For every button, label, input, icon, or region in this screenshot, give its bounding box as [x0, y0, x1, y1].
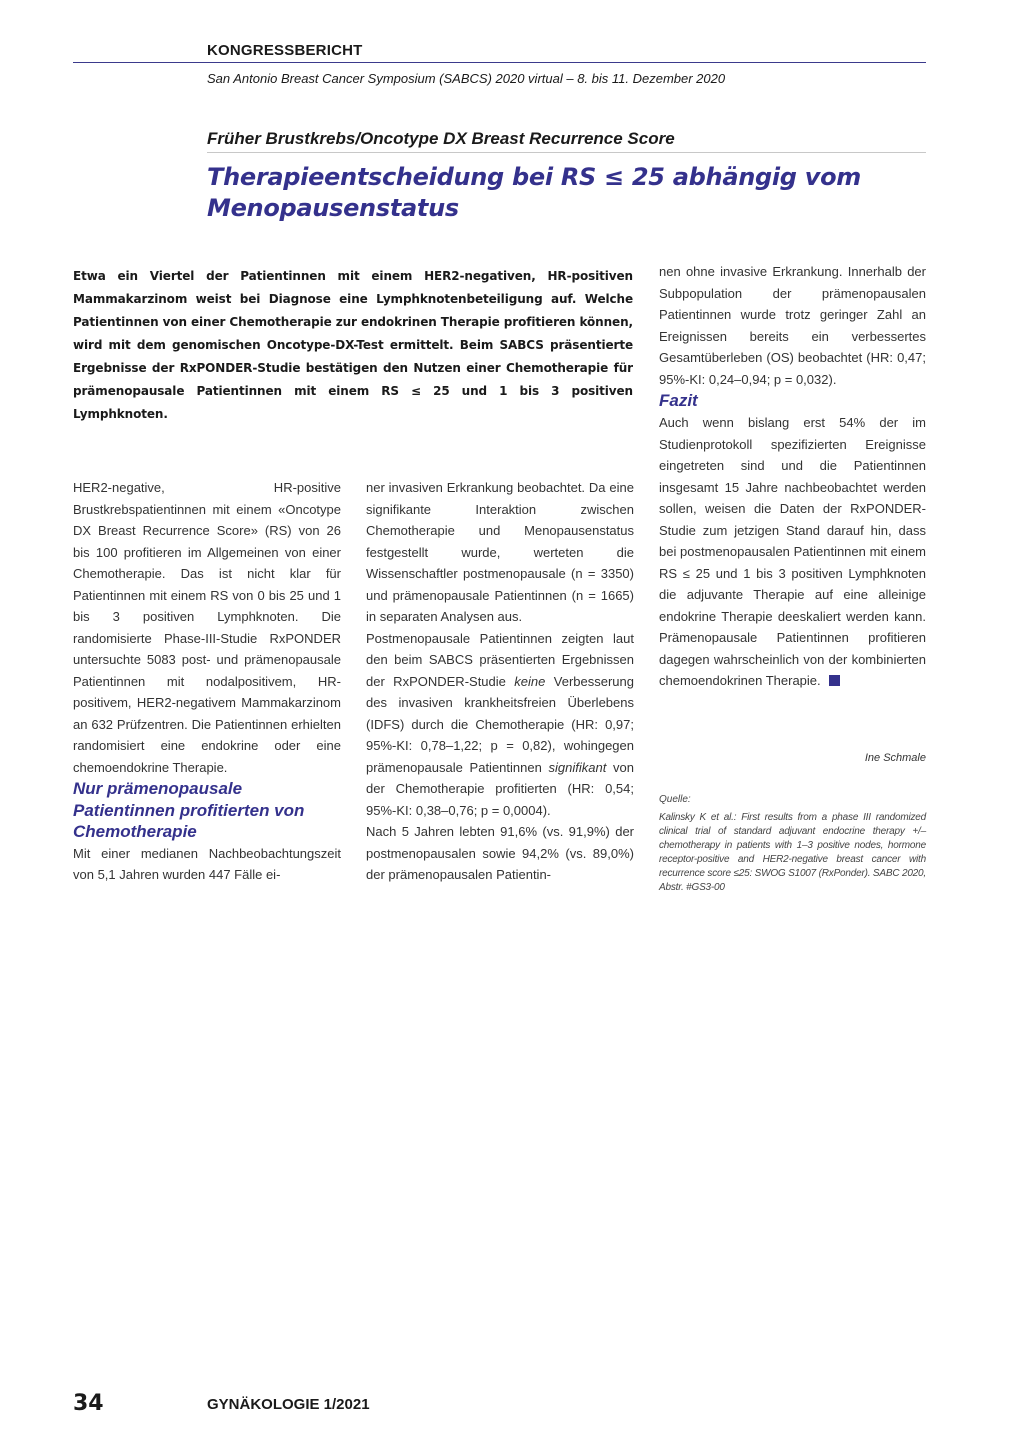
col2-p2-text-b: Verbesserung des invasiven krankheitsfreien Überlebens (IDFS) durch die Chemotherapie (HR: 0,97; 95%-KI: 0,78–1,22; p = 0,82), wohingegen prämenopausale Patientinnen [366, 673, 634, 775]
col2-p2-text-c: von der Chemotherapie profitierten (HR: 0,54; 95%-KI: 0,38–0,76; p = 0,0004). [366, 759, 634, 818]
emphasis-keine: keine [514, 673, 546, 689]
col1-paragraph-2: Mit einer medianen Nachbeobachtungszeit von 5,1 Jahren wurden 447 Fälle ei- [73, 845, 341, 882]
title-line-1: Therapieentscheidung bei RS ≤ 25 abhängig vom [207, 163, 861, 191]
column-3 [659, 261, 926, 692]
journal-issue: GYNÄKOLOGIE 1/2021 [207, 1396, 370, 1413]
subheading: Nur prämenopausale Patientinnen profitierten von Chemotherapie [73, 779, 305, 841]
lead-paragraph: Etwa ein Viertel der Patientinnen mit einem HER2-negativen, HR-positiven Mammakarzinom weist bei Diagnose eine Lymphknotenbeteiligung auf. Welche Patientinnen von einer Chemotherapie zur endokrinen Therapie profitieren können, wird mit dem genomischen Oncotype-DX-Test ermittelt. Beim SABCS präsentierte Ergebnisse der RxPONDER-Studie bestätigen den Nutzen einer Chemotherapie für prämenopausale Patientinnen mit einem RS ≤ 25 und 1 bis 3 positiven Lymphknoten. [73, 269, 633, 421]
emphasis-signifikant: signifikant [548, 759, 607, 775]
fazit-paragraph [659, 412, 926, 692]
col2-paragraph-3: Nach 5 Jahren lebten 91,6% (vs. 91,9%) der postmenopausalen sowie 94,2% (vs. 89,0%) der prämenopausalen Patientin- [366, 824, 634, 882]
col1-paragraph-1: HER2-negative, HR-positive Brustkrebspatientinnen mit einem «Oncotype DX Breast Recurrence Score» (RS) von 26 bis 100 profitieren im Allgemeinen von einer Chemotherapie. Das ist nicht klar für Patientinnen mit einem RS von 0 bis 25 und 1 bis 3 positiven Lymphknoten. Die randomisierte Phase-III-Studie RxPONDER untersuchte 5083 post- und prämenopausale Patientinnen mit nodalpositivem, HR-positivem, HER2-negativem Mammakarzinom an 632 Prüfzentren. Die Patientinnen erhielten randomisiert eine endokrine oder eine chemoendokrine Therapie. [73, 480, 341, 775]
source-label: Quelle: [659, 794, 691, 805]
column-1 [73, 477, 341, 886]
section-label: KONGRESSBERICHT [207, 42, 363, 59]
col3-paragraph-1: nen ohne invasive Erkrankung. Innerhalb der Subpopulation der prämenopausalen Patientinnen wurde trotz geringer Zahl an Ereignissen bereits ein verbessertes Gesamtüberleben (OS) beobachtet (HR: 0,47; 95%-KI: 0,24–0,94; p = 0,032). [659, 264, 926, 387]
article-title [207, 162, 907, 224]
col2-p2-text-a: Postmenopausale Patientinnen zeigten laut den beim SABCS präsentierten Ergebnissen der RxPONDER-Studie [366, 630, 634, 689]
source-citation: Kalinsky K et al.: First results from a phase III randomized clinical trial of standard adjuvant endocrine therapy +/– chemotherapy in patients with 1–3 positive nodes, hormone receptor-positive and HER2-negative breast cancer with recurrence score ≤25: SWOG S1007 (RxPonder). SABC 2020, Abstr. #GS3-00 [659, 812, 926, 893]
page-number: 34 [73, 1391, 104, 1416]
fazit-heading: Fazit [659, 391, 698, 410]
column-2 [366, 477, 634, 886]
fazit-text: Auch wenn bislang erst 54% der im Studienprotokoll spezifizierten Ereignisse eingetreten sind und die Patientinnen insgesamt 15 Jahre nachbeobachtet werden sollen, weisen die Daten der RxPONDER-Studie zum jetzigen Stand darauf hin, dass bei postmenopausalen Patientinnen mit einem RS ≤ 25 und 1 bis 3 positiven Lymphknoten die adjuvante Therapie auf eine alleinige endokrine Therapie deeskaliert werden kann. Prämenopausale Patientinnen profitieren dagegen wahrscheinlich von der kombinierten chemoendokrinen Therapie. [659, 415, 926, 688]
end-mark-icon [829, 675, 840, 686]
kicker-rule [207, 152, 926, 153]
author: Ine Schmale [864, 752, 926, 764]
header-rule [73, 62, 926, 63]
col2-paragraph-1: ner invasiven Erkrankung beobachtet. Da eine signifikante Interaktion zwischen Chemotherapie und Menopausenstatus festgestellt wurde, werteten die Wissenschaftler postmenopausale (n = 3350) und prämenopausale Patientinnen (n = 1665) in separaten Analysen aus. [366, 480, 634, 624]
event-subheader: San Antonio Breast Cancer Symposium (SABCS) 2020 virtual – 8. bis 11. Dezember 2020 [207, 71, 726, 86]
col2-paragraph-2 [366, 628, 634, 822]
title-line-2: Menopausenstatus [207, 194, 459, 222]
article-kicker: Früher Brustkrebs/Oncotype DX Breast Recurrence Score [207, 129, 675, 148]
